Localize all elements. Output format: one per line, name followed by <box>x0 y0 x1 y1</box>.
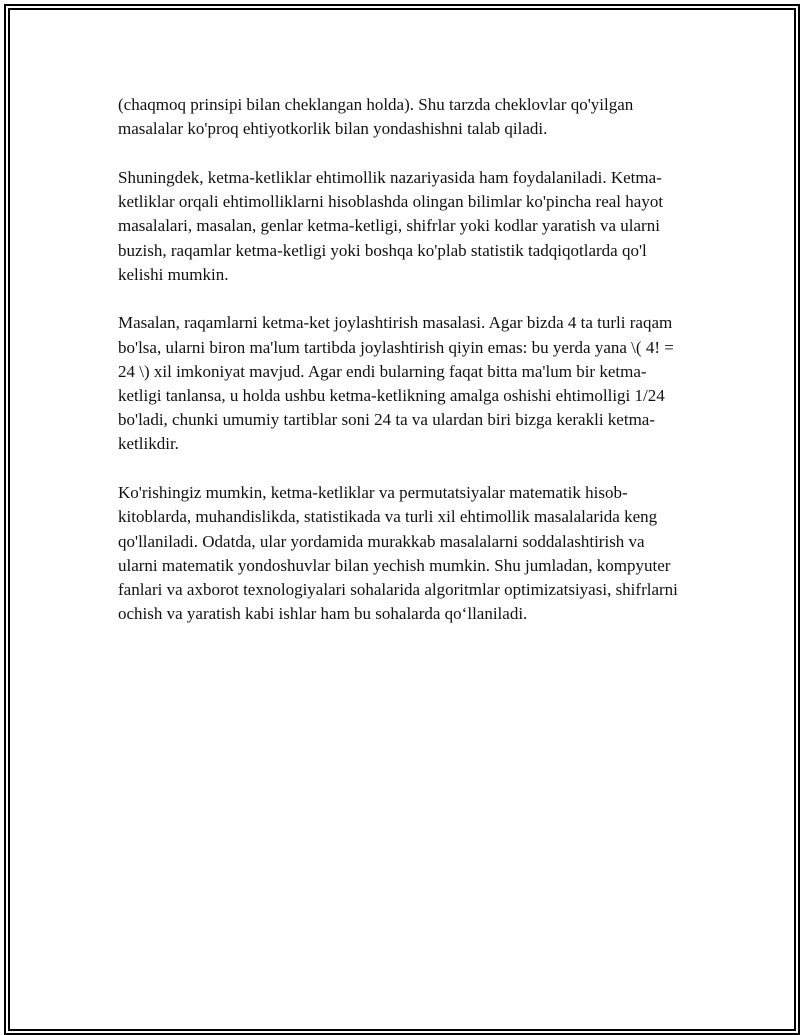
paragraph-4: Ko'rishingiz mumkin, ketma-ketliklar va permutatsiyalar matematik hisob-kitoblarda, muhandislikda, statistikada va turli xil ehtimollik masalalarida keng qo'llaniladi. Odatda, ular yordamida murakkab masalalarni soddalashtirish va ularni matematik yondoshuvlar bilan yechish mumkin. Shu jumladan, kompyuter fanlari va axborot texnologiyalari sohalarida algoritmlar optimizatsiyasi, shifrlarni ochish va yaratish kabi ishlar ham bu sohalarda qo‘llaniladi. <box>118 483 678 624</box>
paragraph-2: Shuningdek, ketma-ketliklar ehtimollik nazariyasida ham foydalaniladi. Ketma-ketliklar orqali ehtimolliklarni hisoblashda olingan bilimlar ko'pincha real hayot masalalari, masalan, genlar ketma-ketligi, shifrlar yoki kodlar yaratish va ularni buzish, raqamlar ketma-ketligi yoki boshqa ko'plab statistik tadqiqotlarda qo'l kelishi mumkin. <box>118 167 664 284</box>
document-body <box>118 93 688 651</box>
paragraph-1: (chaqmoq prinsipi bilan cheklangan holda). Shu tarzda cheklovlar qo'yilgan masalalar ko'proq ehtiyotkorlik bilan yondashishni talab qiladi. <box>118 95 634 139</box>
paragraph-3: Masalan, raqamlarni ketma-ket joylashtirish masalasi. Agar bizda 4 ta turli raqam bo'lsa, ularni biron ma'lum tartibda joylashtirish qiyin emas: bu yerda yana \( 4! = 24 \) xil imkoniyat mavjud. Agar endi bularning faqat bitta ma'lum bir ketma-ketligi tanlansa, u holda ushbu ketma-ketlikning amalga oshishi ehtimolligi 1/24 bo'ladi, chunki umumiy tartiblar soni 24 ta va ulardan biri bizga kerakli ketma-ketlikdir. <box>118 313 674 454</box>
